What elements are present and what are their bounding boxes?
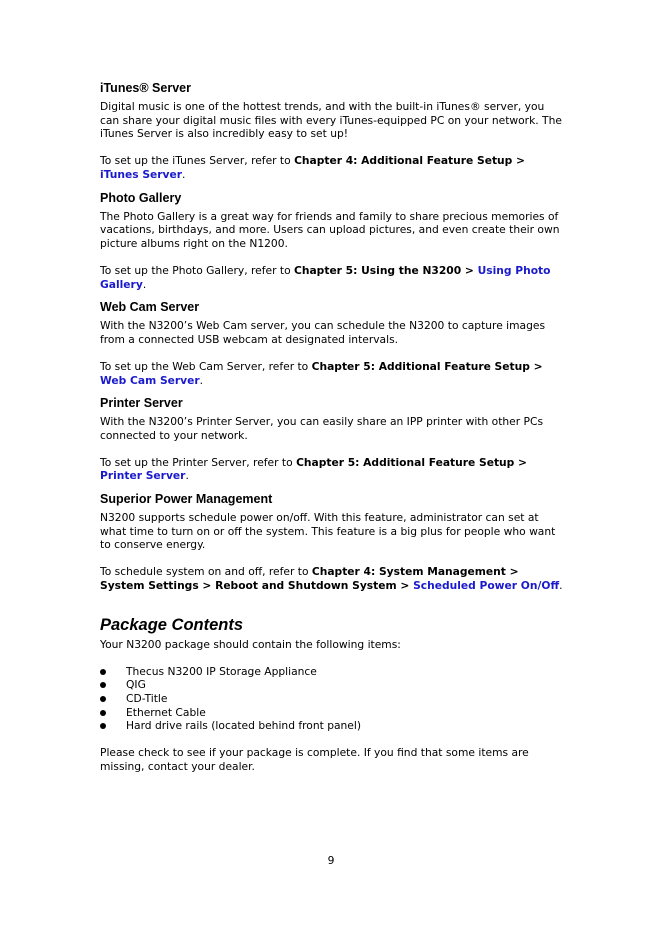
bullet-icon [100,723,106,729]
section-reference [100,456,565,483]
reference-suffix: . [142,277,147,291]
reference-suffix: . [559,579,563,593]
reference-chapter: Chapter 5: Using the N3200 > [294,263,478,277]
section-heading: Web Cam Server [100,300,200,315]
list-item [100,719,565,733]
section-reference [100,264,565,291]
reference-link[interactable]: Printer Server [100,469,186,483]
section-itunes-server [100,80,565,182]
section-body: The Photo Gallery is a great way for friends and family to share precious memories of vacations, birthdays, and more. Users can upload pictures, and even create their own picture albums right on the N1200. [100,209,560,250]
bullet-icon [100,696,106,702]
reference-prefix: To schedule system on and off, refer to [100,565,312,579]
reference-prefix: To set up the Photo Gallery, refer to [100,263,295,277]
section-printer-server [100,395,565,483]
section-heading: Superior Power Management [100,492,273,507]
list-item [100,692,565,706]
package-heading: Package Contents [100,615,244,634]
reference-link[interactable]: iTunes Server [100,167,183,181]
page-number: 9 [327,854,335,867]
reference-link[interactable]: Using Photo Gallery [100,263,551,291]
section-reference [100,154,565,181]
list-item-text: QIG [126,678,146,692]
section-web-cam-server [100,299,565,387]
section-body: With the N3200’s Printer Server, you can easily share an IPP printer with other PCs connected to your network. [100,415,544,442]
section-photo-gallery [100,190,565,292]
list-item [100,665,565,679]
section-body: With the N3200’s Web Cam server, you can schedule the N3200 to capture images from a connected USB webcam at designated intervals. [100,319,546,346]
list-item-text: Thecus N3200 IP Storage Appliance [126,664,317,678]
list-item-text: CD-Title [126,692,168,705]
bullet-icon [100,710,106,716]
reference-chapter: Chapter 5: Additional Feature Setup > [311,359,543,373]
bullet-icon [100,669,106,675]
list-item-text: Hard drive rails (located behind front panel) [126,719,362,733]
section-heading: Printer Server [100,396,183,411]
reference-prefix: To set up the iTunes Server, refer to [100,154,295,168]
list-item [100,706,565,720]
list-item-text: Ethernet Cable [126,705,206,719]
section-reference [100,360,565,387]
reference-suffix: . [182,167,186,181]
reference-chapter: Chapter 4: System Management > System Settings > Reboot and Shutdown System > [100,565,519,593]
reference-prefix: To set up the Web Cam Server, refer to [100,359,312,373]
reference-chapter: Chapter 4: Additional Feature Setup > [294,154,525,168]
reference-suffix: . [185,469,189,483]
package-item-list [100,665,565,733]
bullet-icon [100,682,106,688]
reference-link[interactable]: Scheduled Power On/Off [413,579,560,593]
section-body: N3200 supports schedule power on/off. With this feature, administrator can set at what time to turn on or off the system. This feature is a big plus for people who want to conserve energy. [100,511,556,552]
section-heading: iTunes® Server [100,81,191,95]
reference-prefix: To set up the Printer Server, refer to [100,455,297,469]
document-page [100,80,565,774]
reference-link[interactable]: Web Cam Server [100,373,200,387]
reference-chapter: Chapter 5: Additional Feature Setup > [296,455,527,469]
section-power-management [100,491,565,593]
section-reference [100,565,565,592]
section-package-contents [100,615,565,774]
package-intro: Your N3200 package should contain the following items: [100,637,401,651]
section-heading: Photo Gallery [100,190,182,205]
list-item [100,678,565,692]
package-closing: Please check to see if your package is complete. If you find that some items are missing, contact your dealer. [100,746,529,773]
section-body: Digital music is one of the hottest trends, and with the built-in iTunes® server, you can share your digital music files with every iTunes-equipped PC on your network. The iTunes Server is also incredibly easy to set up! [100,100,562,141]
reference-suffix: . [199,373,204,387]
